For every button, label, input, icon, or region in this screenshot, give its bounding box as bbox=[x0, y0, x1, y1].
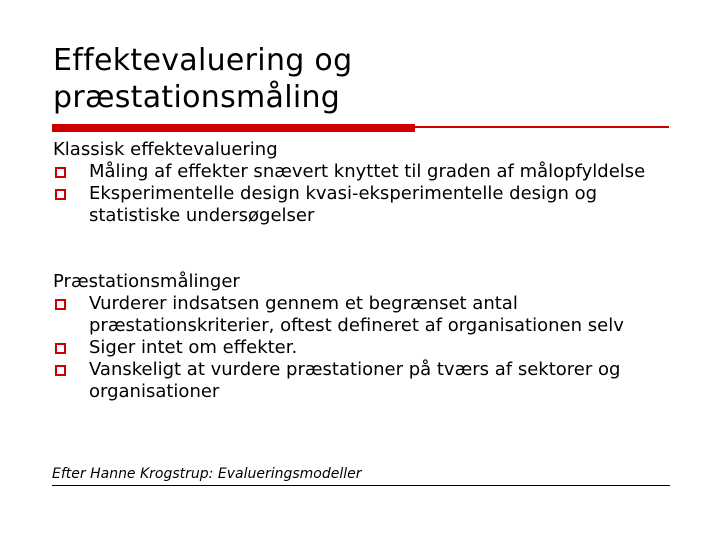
bullet-text: Vanskeligt at vurdere præstationer på tværs af sektorer og organisationer bbox=[89, 359, 621, 402]
bullet-text: Måling af effekter snævert knyttet til graden af målopfyldelse bbox=[89, 161, 646, 182]
hollow-square-bullet-icon bbox=[55, 167, 66, 178]
title-underline-thin bbox=[415, 126, 669, 128]
section-heading: Præstationsmålinger bbox=[53, 271, 240, 292]
title-underline-thick bbox=[52, 124, 415, 132]
list-item bbox=[53, 359, 673, 403]
list-item bbox=[53, 161, 673, 183]
hollow-square-bullet-icon bbox=[55, 299, 66, 310]
hollow-square-bullet-icon bbox=[55, 343, 66, 354]
hollow-square-bullet-icon bbox=[55, 365, 66, 376]
list-item bbox=[53, 337, 673, 359]
source-footer: Efter Hanne Krogstrup: Evalueringsmodeller bbox=[52, 464, 670, 486]
section-heading: Klassisk effektevaluering bbox=[53, 139, 278, 160]
bullet-text: Siger intet om effekter. bbox=[89, 337, 298, 358]
title-line-2: præstationsmåling bbox=[53, 80, 341, 115]
bullet-text: Vurderer indsatsen gennem et begrænset antal præstationskriterier, oftest defineret af organisationen selv bbox=[89, 293, 624, 336]
section-classic-evaluation bbox=[53, 139, 673, 227]
section-performance-measurement bbox=[53, 271, 673, 403]
title-line-1: Effektevaluering og bbox=[53, 43, 353, 78]
slide-title bbox=[53, 42, 673, 116]
hollow-square-bullet-icon bbox=[55, 189, 66, 200]
list-item bbox=[53, 183, 673, 227]
list-item bbox=[53, 293, 673, 337]
bullet-text: Eksperimentelle design kvasi-eksperimentelle design og statistiske undersøgelser bbox=[89, 183, 598, 226]
